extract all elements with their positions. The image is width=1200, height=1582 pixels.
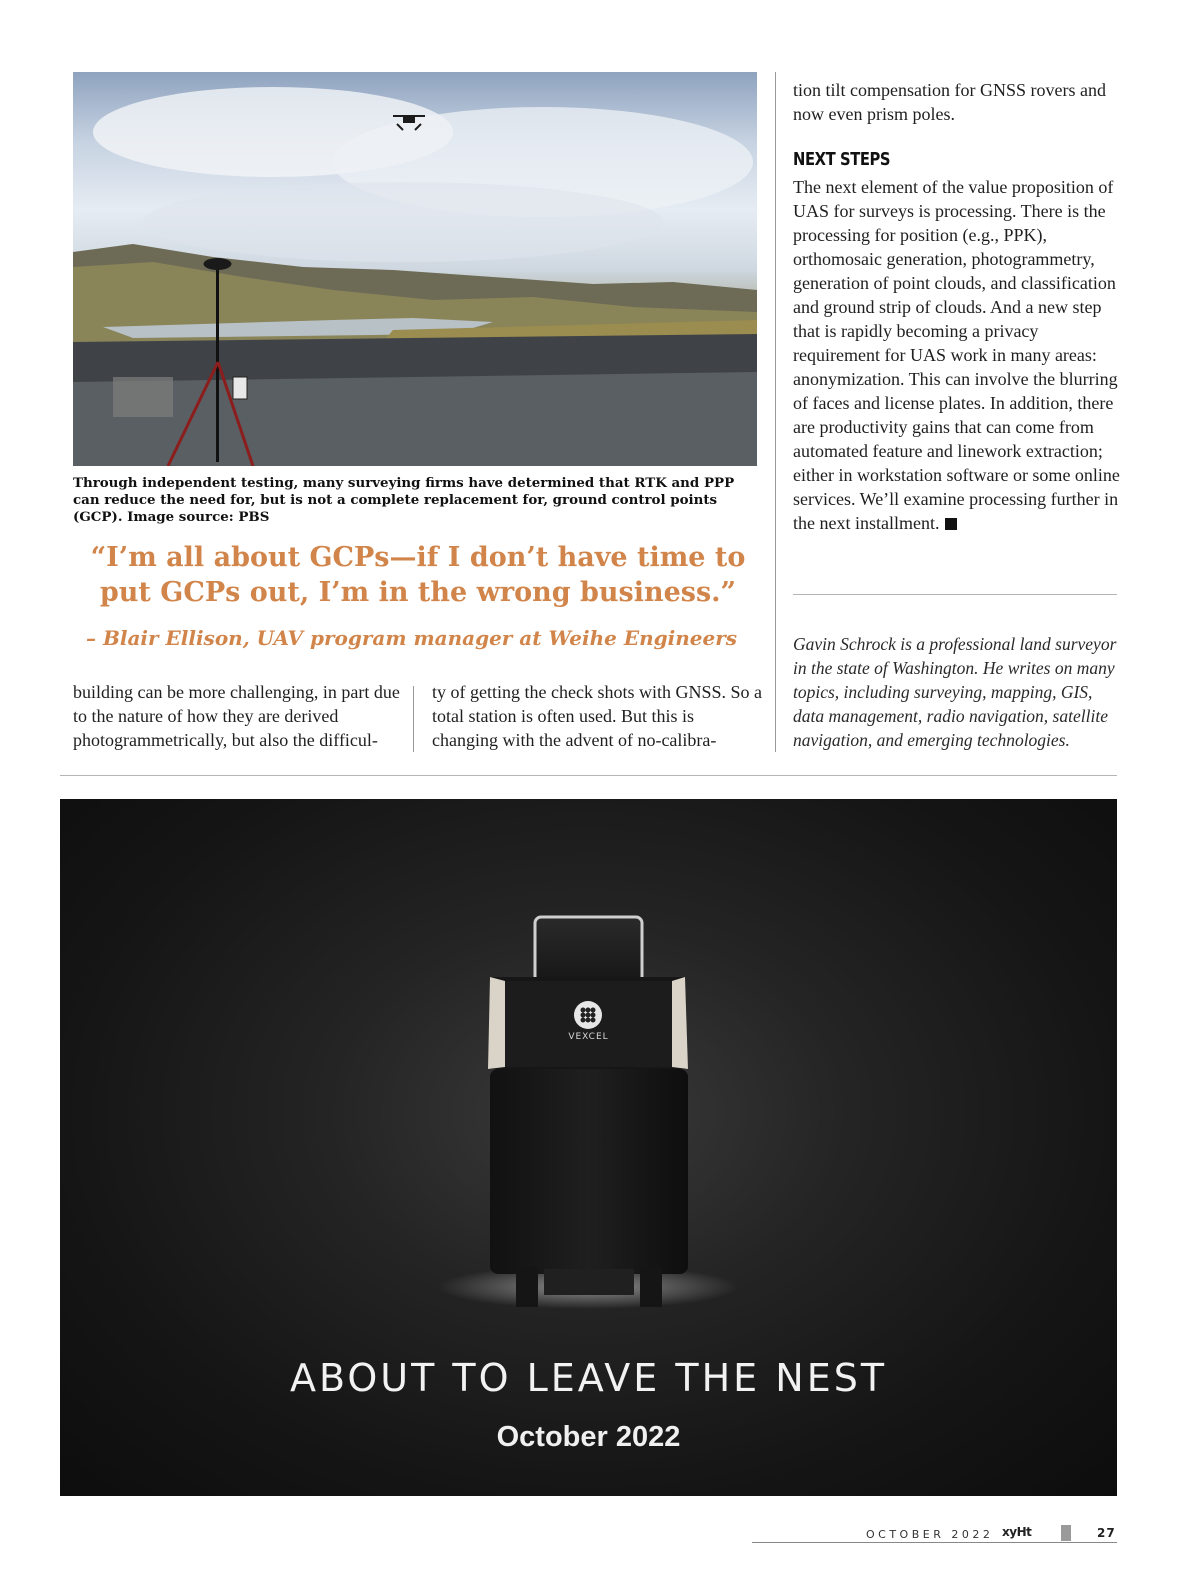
end-mark-icon [945, 518, 957, 530]
page-divider [60, 775, 1117, 776]
figure-caption: Through independent testing, many surveying firms have determined that RTK and PPP can reduce the need for, but is not a complete replacement for, ground control points (GCP). Image source: PBS [73, 475, 735, 525]
survey-landscape-illustration [73, 72, 757, 466]
column-divider [413, 686, 414, 752]
advertisement[interactable] [60, 799, 1117, 1496]
article-column-left: building can be more challenging, in part due to the nature of how they are derived photogrammetrically, but also the difficul- [73, 682, 400, 750]
bio-divider [793, 594, 1117, 595]
article-column-right-top: tion tilt compensation for GNSS rovers and now even prism poles. [793, 80, 1106, 124]
ad-headline: ABOUT TO LEAVE THE NEST [289, 1356, 888, 1400]
section-heading: NEXT STEPS [793, 149, 891, 170]
column-divider [775, 72, 776, 752]
article-column-right [793, 175, 1123, 535]
article-photo [73, 72, 757, 466]
ad-date: October 2022 [496, 1421, 681, 1453]
page-number: 27 [1097, 1526, 1116, 1540]
pull-quote: “I’m all about GCPs—if I don’t have time to put GCPs out, I’m in the wrong business.” [90, 542, 746, 608]
footer-rule [752, 1542, 1117, 1543]
author-bio: Gavin Schrock is a professional land surveyor in the state of Washington. He writes on many topics, including surveying, mapping, GIS, data management, radio navigation, satellite navigation, and emerging technologies. [793, 634, 1117, 750]
footer-magazine-logo: xyHt [1002, 1525, 1032, 1539]
footer-issue-date: OCTOBER 2022 [866, 1528, 994, 1541]
ad-brand-logo: VEXCEL [568, 1032, 609, 1042]
article-paragraph: The next element of the value proposition of UAS for surveys is processing. There is the processing for position (e.g., PPK), orthomosaic generation, photogrammetry, generation of point clouds, and classification and ground strip of clouds. And a new step that is rapidly becoming a privacy requirement for UAS work in many areas: anonymization. This can involve the blurring of faces and license plates. In addition, there are productivity gains that can come from automated feature and linework extraction; either in workstation software or some online services. We’ll examine processing further in the next installment. [793, 177, 1120, 533]
pull-quote-attribution: – Blair Ellison, UAV program manager at Weihe Engineers [86, 626, 737, 650]
article-column-middle: ty of getting the check shots with GNSS. So a total station is often used. But this is changing with the advent of no-calibra- [432, 682, 762, 750]
footer-bar-icon [1061, 1525, 1071, 1541]
